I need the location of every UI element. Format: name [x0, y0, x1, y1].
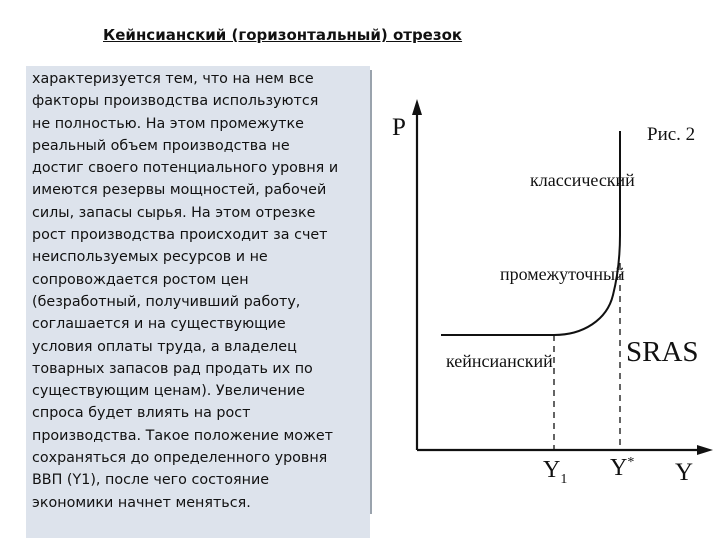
sras-curve [441, 131, 620, 335]
ystar-letter: Y [610, 455, 628, 481]
body-line: не полностью. На этом промежутке [32, 115, 304, 132]
body-line: сохраняться до определенного уровня [32, 450, 328, 467]
ystar-superscript: * [627, 455, 635, 470]
intermediate-segment-label: промежуточный [500, 264, 625, 284]
body-line: характеризуется тем, что на нем все [32, 71, 314, 87]
y1-letter: Y [543, 457, 561, 483]
slide-title: Кейнсианский (горизонтальный) отрезок [103, 26, 463, 44]
keynesian-segment-label: кейнсианский [446, 351, 553, 371]
sras-diagram [385, 95, 715, 495]
body-line: ВВП (Y1), после чего состояние [32, 472, 270, 489]
y1-subscript: 1 [560, 471, 568, 487]
body-line: спроса будет влиять на рост [32, 405, 251, 422]
y-axis-label: Y [675, 459, 694, 486]
y-axis-arrowhead [697, 445, 713, 455]
ystar-label [610, 455, 634, 482]
sras-label: SRAS [626, 336, 699, 368]
body-line: факторы производства используются [32, 93, 319, 110]
body-line: условия оплаты труда, а владелец [32, 338, 297, 355]
y1-label [543, 457, 567, 488]
body-line: (безработный, получивший работу, [32, 293, 301, 310]
body-line: рост производства происходит за счет [32, 227, 328, 244]
p-axis-label: P [392, 114, 406, 141]
body-line: реальный объем производства не [32, 137, 290, 154]
body-line: имеются резервы мощностей, рабочей [32, 182, 327, 199]
body-line: силы, запасы сырья. На этом отрезке [32, 204, 316, 221]
body-line: существующим ценам). Увеличение [32, 383, 305, 400]
body-line: производства. Такое положение может [32, 427, 333, 444]
body-line: соглашается и на существующие [32, 316, 286, 333]
body-line: неиспользуемых ресурсов и не [32, 249, 268, 266]
classical-segment-label: классический [530, 170, 635, 190]
body-line: товарных запасов рад продать их по [32, 360, 313, 377]
p-axis-arrowhead [412, 99, 422, 115]
figure-caption: Рис. 2 [647, 124, 696, 145]
body-line: достиг своего потенциального уровня и [32, 160, 339, 177]
body-line: экономики начнет меняться. [32, 494, 251, 511]
body-line: сопровождается ростом цен [32, 271, 249, 288]
body-text [32, 68, 370, 514]
